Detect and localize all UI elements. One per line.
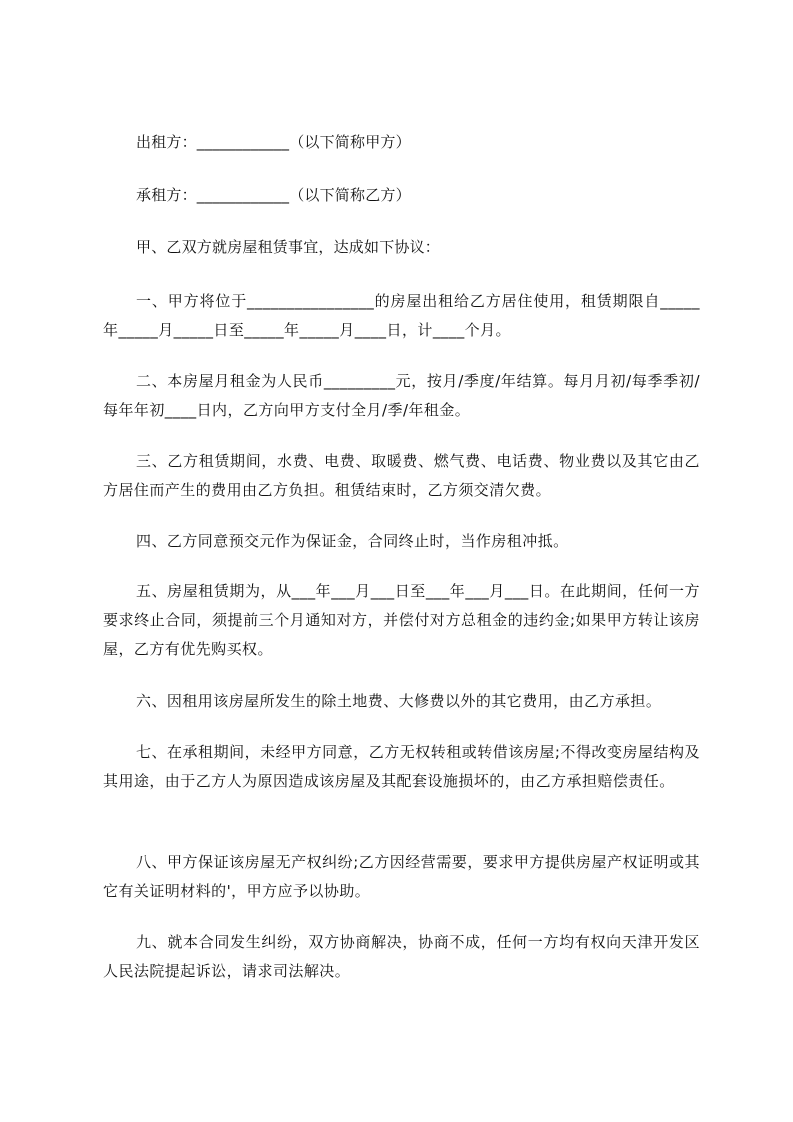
clause-1: 一、甲方将位于________________的房屋出租给乙方居住使用，租赁期限自_____年_____月_____日至_____年_____月____日，计____个月。 <box>103 292 700 339</box>
clause-5: 五、房屋租赁期为，从___年___月___日至___年___月___日。在此期间，任何一方要求终止合同，须提前三个月通知对方，并偿付对方总租金的违约金;如果甲方转让该房屋，乙方有优先购买权。 <box>103 582 700 658</box>
clause-4: 四、乙方同意预交元作为保证金，合同终止时，当作房租冲抵。 <box>136 532 569 550</box>
lessee-line: 承租方：____________（以下简称乙方） <box>136 186 411 204</box>
clause-2: 二、本房屋月租金为人民币_________元，按月/季度/年结算。每月月初/每季季初/每年年初____日内，乙方向甲方支付全月/季/年租金。 <box>103 372 700 419</box>
clause-3: 三、乙方租赁期间，水费、电费、取暖费、燃气费、电话费、物业费以及其它由乙方居住而产生的费用由乙方负担。租赁结束时，乙方须交清欠费。 <box>103 452 700 499</box>
lessor-line: 出租方：____________（以下简称甲方） <box>136 133 411 151</box>
clause-7: 七、在承租期间，未经甲方同意，乙方无权转租或转借该房屋;不得改变房屋结构及其用途，由于乙方人为原因造成该房屋及其配套设施损坏的，由乙方承担赔偿责任。 <box>103 743 700 790</box>
clause-8: 八、甲方保证该房屋无产权纠纷;乙方因经营需要，要求甲方提供房屋产权证明或其它有关证明材料的'，甲方应予以协助。 <box>103 853 700 900</box>
clause-6: 六、因租用该房屋所发生的除土地费、大修费以外的其它费用，由乙方承担。 <box>136 692 662 710</box>
intro-line: 甲、乙双方就房屋租赁事宜，达成如下协议： <box>136 238 441 256</box>
clause-9: 九、就本合同发生纠纷，双方协商解决，协商不成，任何一方均有权向天津开发区人民法院提起诉讼，请求司法解决。 <box>103 933 700 980</box>
